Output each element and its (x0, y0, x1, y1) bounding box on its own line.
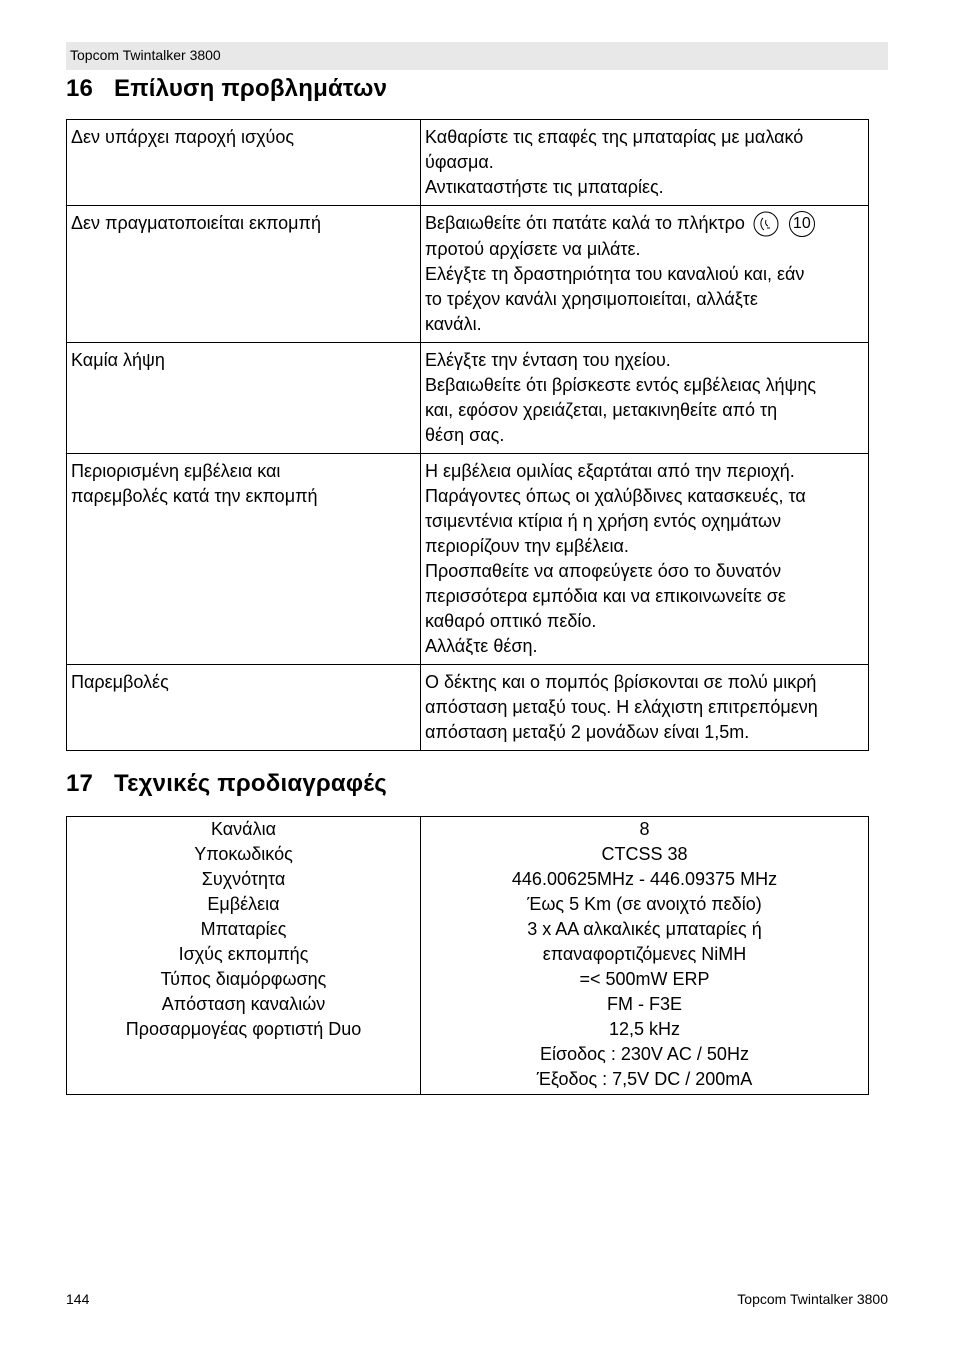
section-16-title: Επίλυση προβλημάτων (114, 75, 388, 102)
spec-value: Έξοδος : 7,5V DC / 200mA (536, 1069, 753, 1089)
solution-text: κανάλι. (425, 314, 482, 335)
talk-key-icon (751, 211, 781, 237)
solution-text: Βεβαιωθείτε ότι πατάτε καλά το πλήκτρο (425, 213, 745, 233)
solution-text: απόσταση μεταξύ τους. Η ελάχιστη επιτρεπόμενη (425, 697, 818, 718)
solution-text: Ο δέκτης και ο πομπός βρίσκονται σε πολύ μικρή (425, 672, 817, 693)
solution-cell (421, 343, 869, 454)
spec-label: Εμβέλεια (207, 894, 280, 914)
spec-label: Τύπος διαμόρφωσης (160, 969, 327, 989)
spec-label: Μπαταρίες (200, 919, 287, 939)
spec-value: FM - F3E (607, 994, 682, 1014)
problem-text: Δεν υπάρχει παροχή ισχύος (71, 127, 295, 147)
solution-cell (421, 120, 869, 206)
solution-text: Η εμβέλεια ομιλίας εξαρτάται από την περιοχή. (425, 461, 795, 482)
key-number-badge: 10 (789, 211, 815, 237)
section-16-heading (66, 75, 387, 103)
table-row (67, 343, 869, 454)
problem-text: Περιορισμένη εμβέλεια και (71, 461, 281, 482)
solution-text: θέση σας. (425, 425, 505, 446)
solution-cell (421, 206, 869, 343)
spec-label: Προσαρμογέας φορτιστή Duo (125, 1019, 362, 1039)
page-number: 144 (66, 1291, 90, 1307)
section-17-number: 17 (66, 770, 94, 797)
problem-text: παρεμβολές κατά την εκπομπή (71, 486, 318, 507)
spec-value: 12,5 kHz (608, 1019, 681, 1039)
specifications-table (66, 816, 869, 1095)
table-row (67, 120, 869, 206)
spec-label: Συχνότητα (201, 869, 286, 889)
footer-product: Topcom Twintalker 3800 (737, 1291, 888, 1307)
solution-text: Προσπαθείτε να αποφεύγετε όσο το δυνατόν (425, 561, 782, 582)
table-row (67, 206, 869, 343)
solution-text: Καθαρίστε τις επαφές της μπαταρίας με μαλακό (425, 127, 804, 147)
solution-text: προτού αρχίσετε να μιλάτε. (425, 239, 641, 260)
spec-value: 3 x AA αλκαλικές μπαταρίες ή (527, 919, 762, 939)
solution-text: ύφασμα. (425, 152, 494, 172)
running-header (66, 42, 888, 70)
section-17-heading (66, 770, 387, 798)
solution-text: απόσταση μεταξύ 2 μονάδων είναι 1,5m. (425, 722, 750, 743)
problem-text: Δεν πραγματοποιείται εκπομπή (71, 213, 321, 233)
problem-text: Καμία λήψη (71, 350, 165, 371)
problem-cell (67, 454, 421, 665)
solution-text: τσιμεντένια κτίρια ή η χρήση εντός οχημάτων (425, 511, 781, 532)
spec-label: Ισχύς εκπομπής (178, 944, 309, 964)
solution-text: και, εφόσον χρειάζεται, μετακινηθείτε από τη (425, 400, 778, 421)
troubleshooting-table (66, 119, 869, 751)
solution-cell (421, 665, 869, 751)
solution-text: Παράγοντες όπως οι χαλύβδινες κατασκευές, τα (425, 486, 806, 507)
spec-labels-cell (67, 817, 421, 1095)
spec-value: 446.00625MHz - 446.09375 MHz (511, 869, 778, 889)
spec-label: Υποκωδικός (194, 844, 293, 864)
problem-cell (67, 206, 421, 343)
solution-text: περιορίζουν την εμβέλεια. (425, 536, 629, 557)
solution-text: περισσότερα εμπόδια και να επικοινωνείτε σε (425, 586, 786, 607)
spec-value: =< 500mW ERP (579, 969, 710, 989)
solution-text: Αντικαταστήστε τις μπαταρίες. (425, 177, 664, 197)
spec-value: επαναφορτιζόμενες NiMH (542, 944, 747, 964)
problem-text: Παρεμβολές (71, 672, 169, 693)
spec-value: CTCSS 38 (601, 844, 688, 864)
solution-text-with-key (425, 211, 864, 237)
table-row (67, 454, 869, 665)
solution-text: Ελέγξτε την ένταση του ηχείου. (425, 350, 671, 371)
spec-value: 8 (639, 819, 650, 839)
problem-cell (67, 120, 421, 206)
solution-text: Βεβαιωθείτε ότι βρίσκεστε εντός εμβέλειας λήψης (425, 375, 817, 396)
solution-text: Ελέγξτε τη δραστηριότητα του καναλιού και, εάν (425, 264, 805, 285)
solution-text: καθαρό οπτικό πεδίο. (425, 611, 597, 632)
section-16-number: 16 (66, 75, 94, 102)
spec-label: Απόσταση καναλιών (161, 994, 326, 1014)
spec-value: Έως 5 Km (σε ανοιχτό πεδίο) (527, 894, 762, 914)
spec-values-cell (421, 817, 869, 1095)
solution-cell (421, 454, 869, 665)
table-row (67, 817, 869, 1095)
table-row (67, 665, 869, 751)
spec-value: Είσοδος : 230V AC / 50Hz (540, 1044, 749, 1064)
section-17-title: Τεχνικές προδιαγραφές (114, 770, 387, 797)
solution-text: το τρέχον κανάλι χρησιμοποιείται, αλλάξτε (425, 289, 758, 310)
problem-cell (67, 665, 421, 751)
solution-text: Αλλάξτε θέση. (425, 636, 538, 657)
spec-label: Κανάλια (210, 819, 276, 839)
problem-cell (67, 343, 421, 454)
header-title: Topcom Twintalker 3800 (70, 47, 221, 63)
